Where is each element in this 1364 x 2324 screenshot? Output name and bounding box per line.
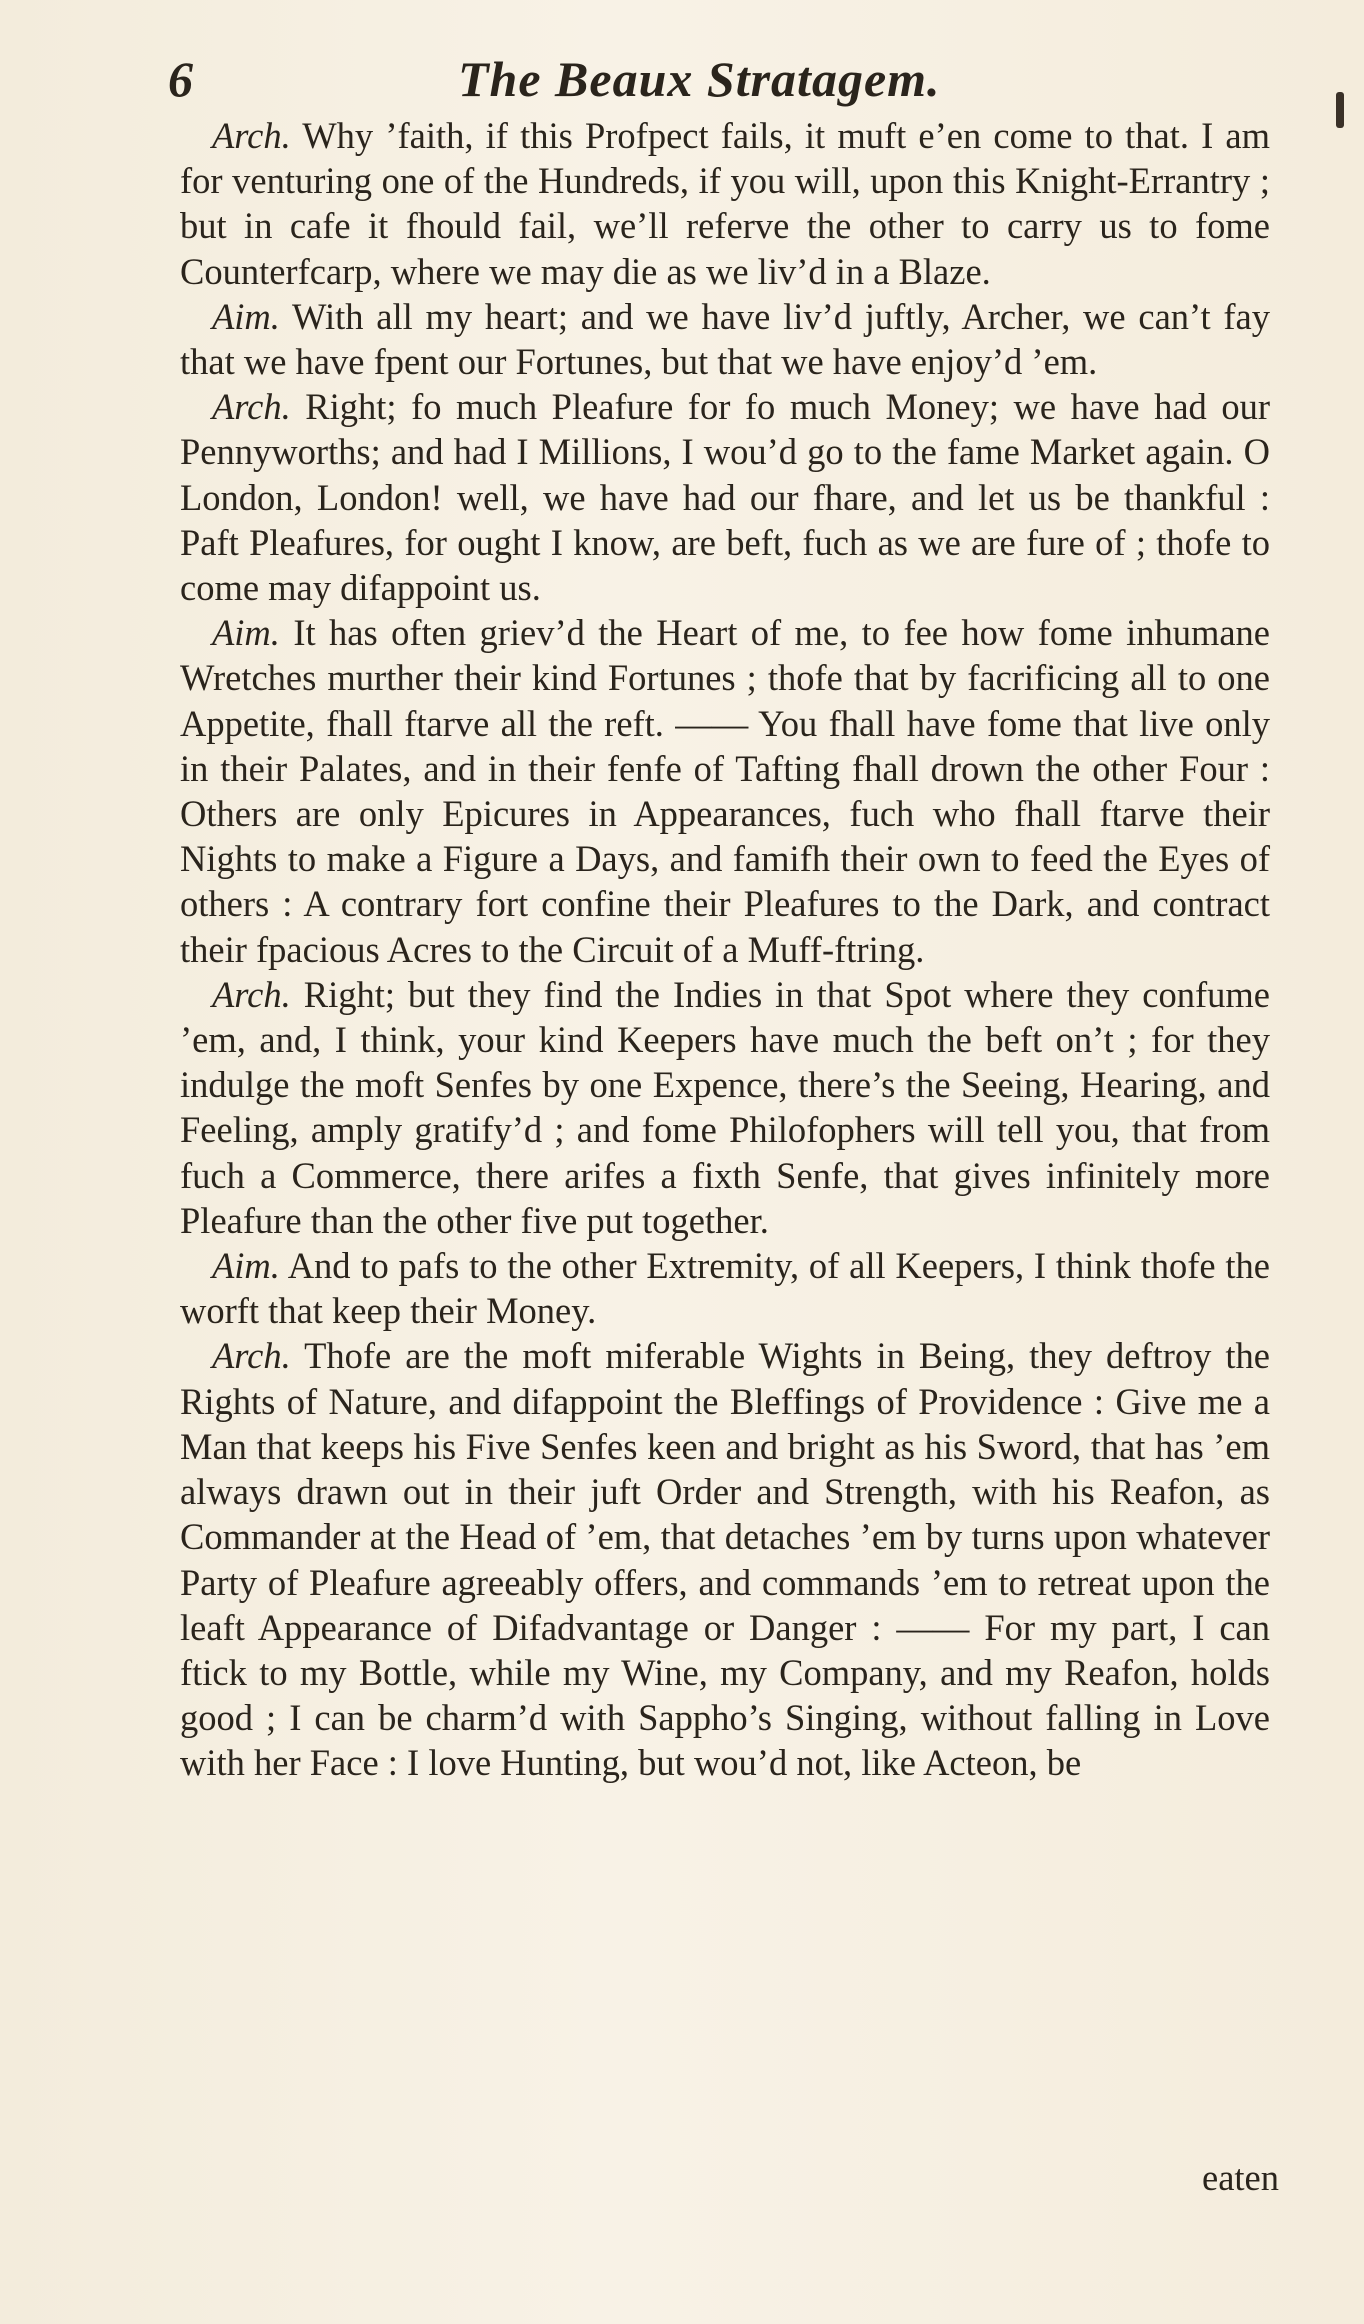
speaker-name: Aim. (212, 1245, 280, 1287)
dialogue-paragraph (180, 294, 1270, 384)
speaker-name: Arch. (212, 115, 291, 156)
speech-text: Why ’faith, if this Profpect fails, it muft e’en come to that. I am for venturing one of the Hundreds, if you will, upon this Knight-Errantry ; but in cafe it fhould fail, we’ll referve the other to carry us to fome Counterfcarp, where we may die as we liv’d in a Blaze. (180, 115, 1271, 292)
dialogue-paragraph (180, 972, 1270, 1243)
page-number: 6 (168, 51, 194, 107)
speech-text: And to pafs to the other Extremity, of all Keepers, I think thofe the worft that keep their Money. (180, 1245, 1270, 1332)
dialogue-paragraph (180, 610, 1270, 972)
dialogue-text (180, 113, 1270, 1786)
dialogue-paragraph (180, 384, 1270, 610)
speech-text: Right; but they find the Indies in that Spot where they confume ’em, and, I think, your kind Keepers have much the beft on’t ; for they indulge the moft Senfes by one Expence, there’s the Seeing, Hearing, and Feeling, amply gratify’d ; and fome Philofophers will tell you, that from fuch a Commerce, there arifes a fixth Senfe, that gives infinitely more Pleafure than the other five put together. (180, 973, 1270, 1241)
page-header (168, 50, 1268, 120)
speaker-name: Arch. (212, 973, 291, 1015)
speaker-name: Aim. (212, 295, 280, 337)
speech-text: Right; fo much Pleafure for fo much Money; we have had our Pennyworths; and had I Millions, I wou’d go to the fame Market again. O London, London! well, we have had our fhare, and let us be thankful : Paft Pleafures, for ought I know, are beft, fuch as we are fure of ; thofe to come may difappoint us. (180, 386, 1270, 609)
catchword: eaten (1202, 2157, 1279, 2198)
running-title: The Beaux Stratagem. (458, 51, 941, 107)
speaker-name: Aim. (212, 612, 280, 654)
speech-text: With all my heart; and we have liv’d juftly, Archer, we can’t fay that we have fpent our Fortunes, but that we have enjoy’d ’em. (180, 295, 1270, 383)
dialogue-paragraph (180, 1243, 1270, 1333)
speaker-name: Arch. (212, 386, 291, 428)
dialogue-paragraph (180, 1333, 1270, 1785)
speaker-name: Arch. (212, 1335, 291, 1377)
speech-text: It has often griev’d the Heart of me, to fee how fome inhumane Wretches murther their kind Fortunes ; thofe that by facrificing all to one Appetite, fhall ftarve all the reft. —— You fhall have fome that live only in their Palates, and in their fenfe of Tafting fhall drown the other Four : Others are only Epicures in Appearances, fuch who fhall ftarve their Nights to make a Figure a Days, and famifh their own to feed the Eyes of others : A contrary fort confine their Pleafures to the Dark, and contract their fpacious Acres to the Circuit of a Muff-ftring. (180, 612, 1270, 970)
speech-text: Thofe are the moft miferable Wights in Being, they deftroy the Rights of Nature, and difappoint the Bleffings of Providence : Give me a Man that keeps his Five Senfes keen and bright as his Sword, that has ’em always drawn out in their juft Order and Strength, with his Reafon, as Commander at the Head of ’em, that detaches ’em by turns upon whatever Party of Pleafure agreeably offers, and commands ’em to retreat upon the leaft Appearance of Difadvantage or Danger : —— For my part, I can ftick to my Bottle, while my Wine, my Company, and my Reafon, holds good ; I can be charm’d with Sappho’s Singing, without falling in Love with her Face : I love Hunting, but wou’d not, like Acteon, be (180, 1335, 1270, 1784)
page-edge-mark (1336, 92, 1344, 128)
dialogue-paragraph (180, 113, 1270, 294)
